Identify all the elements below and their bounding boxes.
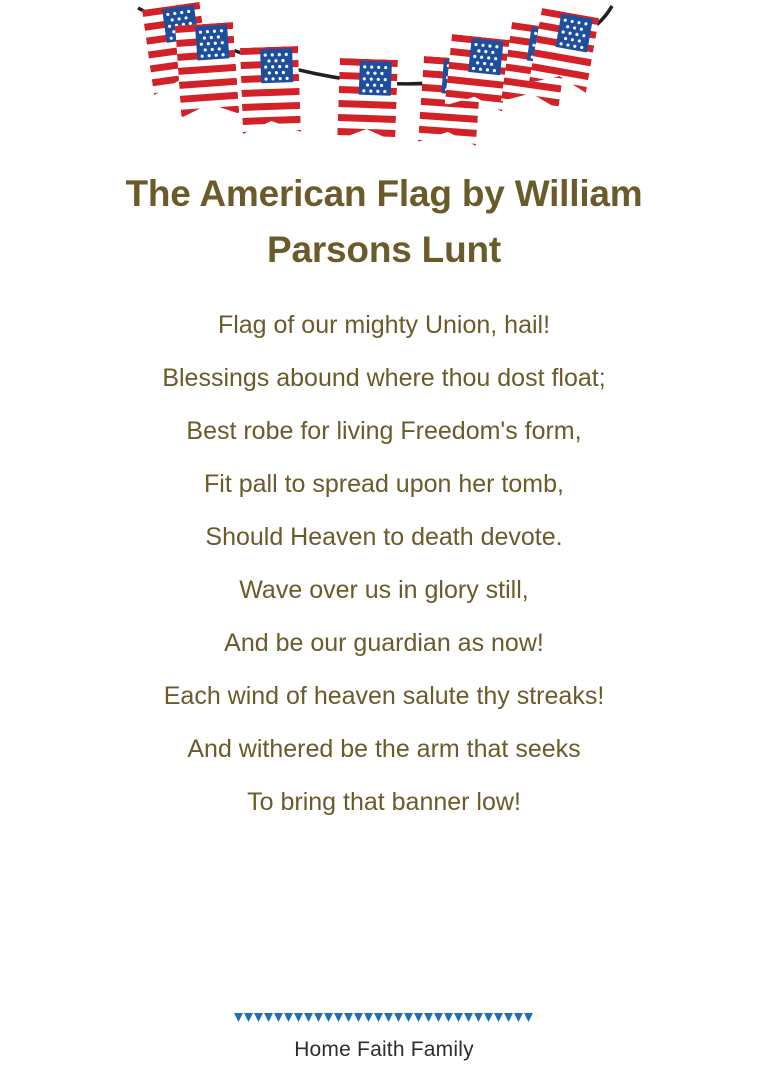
poem-line: Wave over us in glory still, — [239, 576, 529, 604]
poem-line: And be our guardian as now! — [224, 629, 544, 657]
triangle-dots-divider-icon — [234, 1012, 534, 1024]
poem-line: Fit pall to spread upon her tomb, — [204, 470, 564, 498]
page-title: The American Flag by William Parsons Lunt — [125, 173, 643, 270]
poem-body — [54, 299, 714, 829]
page-footer — [0, 1012, 768, 1062]
poem-line: Best robe for living Freedom's form, — [186, 417, 582, 445]
footer-brand-text: Home Faith Family — [294, 1038, 474, 1061]
poem-line: To bring that banner low! — [247, 788, 521, 816]
poem-line: Each wind of heaven salute thy streaks! — [163, 682, 605, 710]
poem-line: Flag of our mighty Union, hail! — [217, 311, 551, 339]
american-flag-bunting-icon — [0, 0, 768, 150]
poem-line: Blessings abound where thou dost float; — [162, 364, 606, 392]
poem-line: Should Heaven to death devote. — [205, 523, 563, 551]
poem-line: And withered be the arm that seeks — [187, 735, 581, 763]
